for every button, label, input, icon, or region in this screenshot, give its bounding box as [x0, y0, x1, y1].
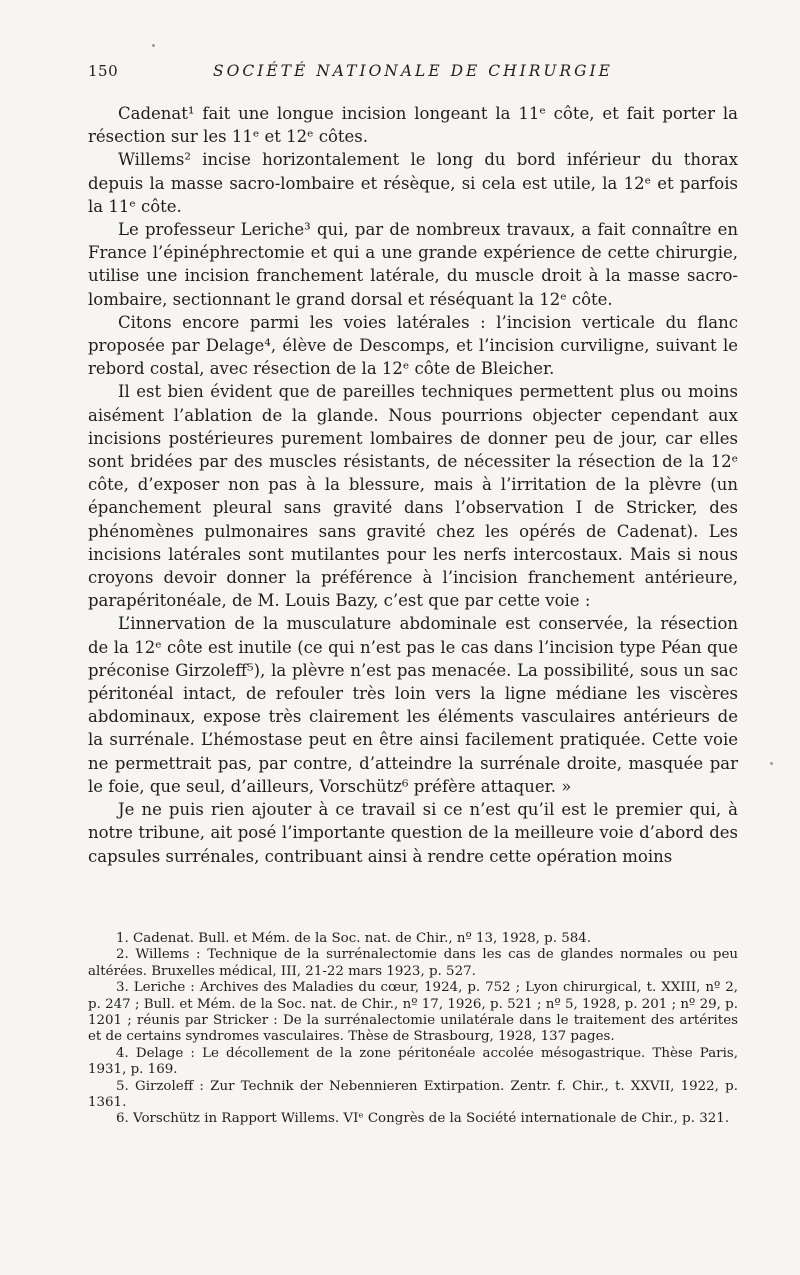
page-number: 150 — [88, 62, 119, 80]
footnote-5: 5. Girzoleff : Zur Technik der Nebennieren Extirpation. Zentr. f. Chir., t. XXVII, 1922, p. 1361. — [88, 1078, 738, 1111]
paper-speck — [770, 762, 773, 765]
paragraph-delage: Citons encore parmi les voies latérales : l’incision verticale du flanc proposée par Delage⁴, élève de Descomps, et l’incision curviligne, suivant le rebord costal, avec résection de la 12ᵉ côte de Bleicher. — [88, 312, 738, 379]
footnote-3: 3. Leriche : Archives des Maladies du cœur, 1924, p. 752 ; Lyon chirurgical, t. XXIII, nº 2, p. 247 ; Bull. et Mém. de la Soc. nat. de Chir., nº 17, 1926, p. 521 ; nº 5, 1928, p. 201 ; nº 29, p. 1201 ; réunis par Stricker : De la surrénalectomie unilatérale dans le traitement des artérites et de certains syndromes vasculaires. Thèse de Strasbourg, 1928, 137 pages. — [88, 980, 738, 1045]
paragraph-willems: Willems² incise horizontalement le long du bord inférieur du thorax depuis la masse sacro-lombaire et résèque, si cela est utile, la 12ᵉ et parfois la 11ᵉ côte. — [88, 150, 738, 216]
footnote-6: 6. Vorschütz in Rapport Willems. VIᵉ Congrès de la Société internationale de Chir., p. 321. — [116, 1111, 730, 1127]
paragraph-innervation: L’innervation de la musculature abdominale est conservée, la résection de la 12ᵉ côte est inutile (ce qui n’est pas le cas dans l’incision type Péan que préconise Girzoleff⁵), la plèvre n’est pas menacée. La possibilité, sous un sac péritonéal intact, de refouler très loin vers la ligne médiane les viscères abdominaux, expose très clairement les éléments vasculaires antérieurs de la surrénale. L’hémostase peut en être ainsi facilement pratiquée. Cette voie ne permettrait pas, par contre, d’atteindre la surrénale droite, masquée par le foie, que seul, d’ailleurs, Vorschütz⁶ préfère attaquer. » — [88, 614, 738, 796]
paper-speck — [152, 44, 155, 47]
paragraph-leriche: Le professeur Leriche³ qui, par de nombreux travaux, a fait connaître en France l’épinéphrectomie et qui a une grande expérience de cette chirurgie, utilise une incision franchement latérale, du muscle droit à la masse sacro-lombaire, sectionnant le grand dorsal et réséquant la 12ᵉ côte. — [88, 220, 738, 309]
footnotes — [88, 931, 738, 1128]
running-header — [88, 62, 738, 84]
body-text — [88, 102, 738, 868]
footnote-2: 2. Willems : Technique de la surrénalectomie dans les cas de glandes normales ou peu altérées. Bruxelles médical, III, 21-22 mars 1923, p. 527. — [88, 947, 738, 979]
footnote-1: 1. Cadenat. Bull. et Mém. de la Soc. nat. de Chir., nº 13, 1928, p. 584. — [116, 931, 592, 946]
journal-title: SOCIÉTÉ NATIONALE DE CHIRURGIE — [213, 62, 613, 80]
paragraph-cadenat: Cadenat¹ fait une longue incision longeant la 11ᵉ côte, et fait porter la résection sur les 11ᵉ et 12ᵉ côtes. — [88, 104, 738, 147]
paragraph-conclusion: Je ne puis rien ajouter à ce travail si ce n’est qu’il est le premier qui, à notre tribune, ait posé l’importante question de la meilleure voie d’abord des capsules surrénales, contribuant ainsi à rendre cette opération moins — [88, 800, 738, 866]
footnote-4: 4. Delage : Le décollement de la zone péritonéale accolée mésogastrique. Thèse Paris, 1931, p. 169. — [88, 1045, 738, 1078]
paragraph-techniques: Il est bien évident que de pareilles techniques permettent plus ou moins aisément l’ablation de la glande. Nous pourrions objecter cependant aux incisions postérieures purement lombaires de donner peu de jour, car elles sont bridées par des muscles résistants, de nécessiter la résection de la 12ᵉ côte, d’exposer non pas à la blessure, mais à l’irritation de la plèvre (un épanchement pleural sans gravité dans l’observation I de Stricker, des phénomènes pulmonaires sans gravité chez les opérés de Cadenat). Les incisions latérales sont mutilantes pour les nerfs intercostaux. Mais si nous croyons devoir donner la préférence à l’incision franchement antérieure, parapéritonéale, de M. Louis Bazy, c’est que par cette voie : — [88, 382, 738, 611]
